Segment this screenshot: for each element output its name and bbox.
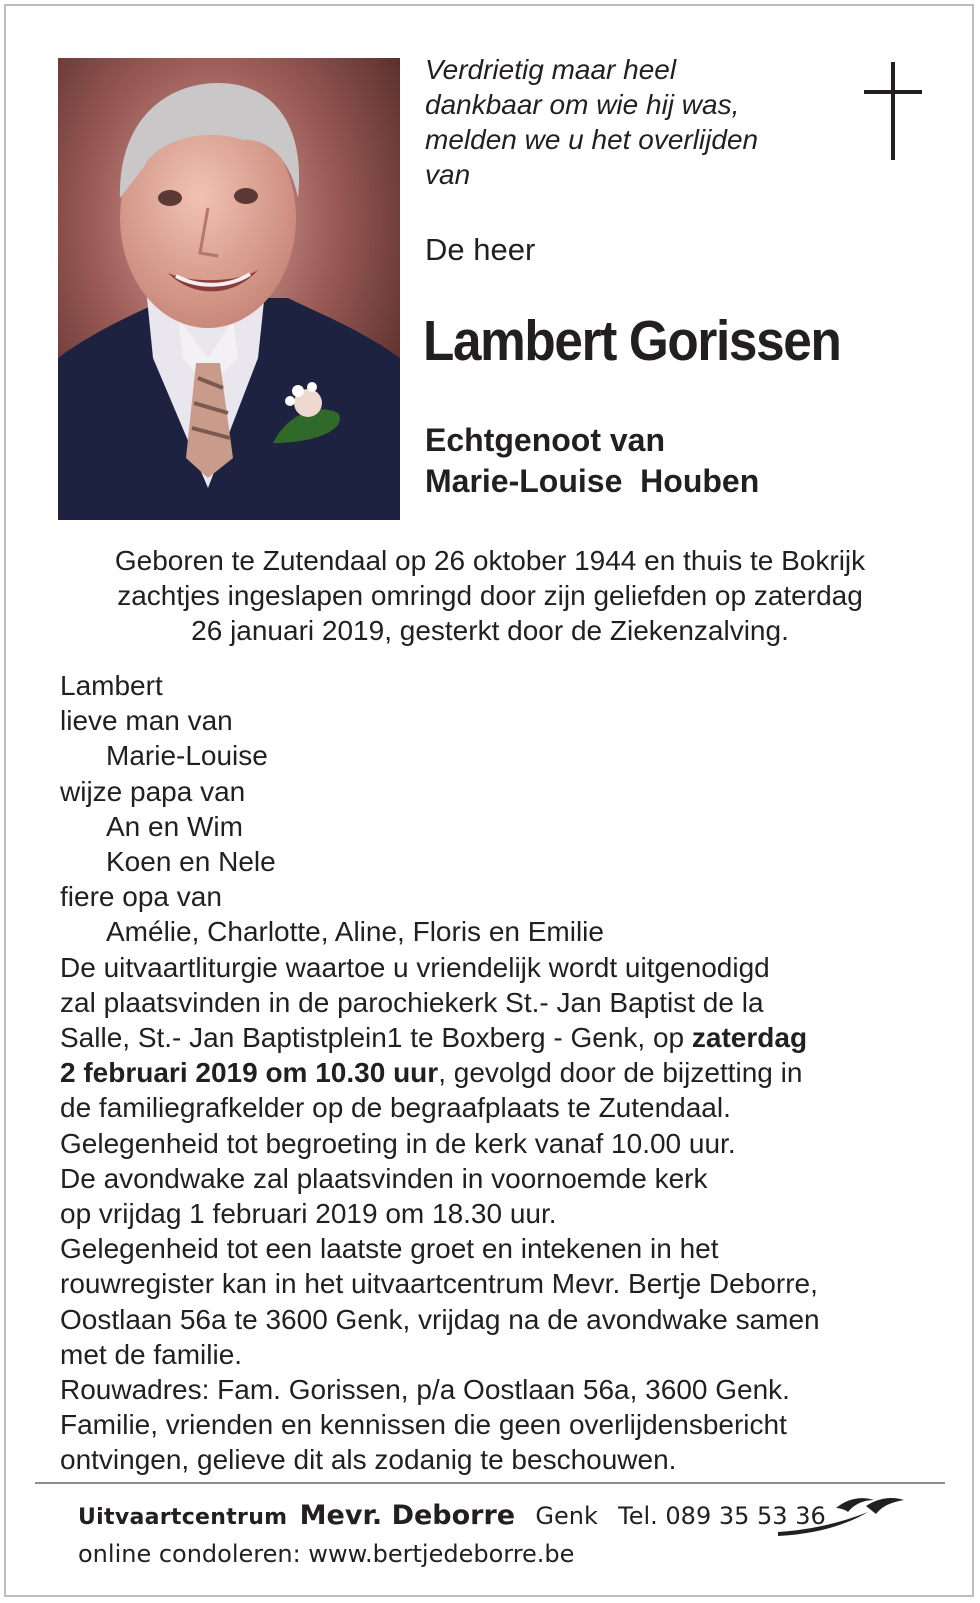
ceremony-line: Familie, vrienden en kennissen die geen overlijdensbericht [60,1409,787,1441]
intro-line: dankbaar om wie hij was, [425,89,740,120]
family-member: An en Wim [106,810,243,842]
ceremony-date-bold: zaterdag [691,1022,808,1054]
ceremony-line: de familiegrafkelder op de begraafplaats te Zutendaal. [60,1092,731,1124]
family-role: lieve man van [60,705,233,737]
ceremony-line: Gelegenheid tot een laatste groet en intekenen in het [60,1233,719,1265]
ceremony-line: Gelegenheid tot begroeting in de kerk vanaf 10.00 uur. [60,1127,736,1159]
birds-logo-icon [778,1490,908,1540]
intro-line: van [425,159,471,190]
funeral-home-label: Uitvaartcentrum [78,1505,288,1530]
portrait-illustration [58,58,400,520]
family-name: Lambert [60,670,163,701]
family-role: fiere opa van [60,881,222,913]
intro-text [425,52,815,192]
deceased-name: Lambert Gorissen [423,309,841,373]
family-member: Koen en Nele [106,846,276,878]
ceremony-line [60,1020,940,1055]
spouse-label: Echtgenoot van [425,422,666,458]
ceremony-line: zal plaatsvinden in de parochiekerk St.- Jan Baptist de la [60,986,764,1018]
ceremony-line: Oostlaan 56a te 3600 Genk, vrijdag na de avondwake samen [60,1303,820,1335]
salutation: De heer [425,232,536,267]
cross-icon [864,62,922,160]
ceremony-date-bold: 2 februari 2019 om 10.30 uur [60,1057,439,1089]
family-member: Marie-Louise [106,740,268,772]
spouse-block [425,420,759,502]
intro-line: Verdrietig maar heel [425,54,677,85]
birth-line: Geboren te Zutendaal op 26 oktober 1944 en thuis te Bokrijk [114,545,866,576]
portrait-photo [58,58,400,520]
funeral-home-phone: Tel. 089 35 53 36 [618,1502,826,1530]
footer-divider [35,1482,945,1484]
family-role: wijze papa van [60,775,246,807]
ceremony-line: De avondwake zal plaatsvinden in voornoemde kerk [60,1162,708,1194]
ceremony-line: rouwregister kan in het uitvaartcentrum Mevr. Bertje Deborre, [60,1268,818,1300]
ceremony-line [60,1055,940,1090]
online-condolence: online condoleren: www.bertjedeborre.be [78,1540,575,1568]
intro-line: melden we u het overlijden [425,124,759,155]
ceremony-line: Rouwadres: Fam. Gorissen, p/a Oostlaan 56a, 3600 Genk. [60,1374,790,1406]
birth-line: 26 januari 2019, gesterkt door de Ziekenzalving. [191,615,789,646]
ceremony-text: , gevolgd door de bijzetting in [438,1057,803,1089]
funeral-home-line [78,1500,826,1531]
ceremony-line: De uitvaartliturgie waartoe u vriendelijk wordt uitgenodigd [60,951,770,983]
funeral-home-name: Mevr. Deborre [299,1500,516,1531]
announcement-body [60,668,940,1478]
birth-line: zachtjes ingeslapen omringd door zijn geliefden op zaterdag [117,580,863,611]
ceremony-line: ontvingen, gelieve dit als zodanig te beschouwen. [60,1444,677,1476]
birth-death-text [40,543,940,648]
funeral-home-city: Genk [535,1502,598,1530]
ceremony-text: Salle, St.- Jan Baptistplein1 te Boxberg - Genk, op [60,1022,692,1054]
ceremony-line: op vrijdag 1 februari 2019 om 18.30 uur. [60,1198,557,1230]
spouse-name: Marie-Louise Houben [425,463,760,499]
ceremony-line: met de familie. [60,1338,243,1370]
family-member: Amélie, Charlotte, Aline, Floris en Emilie [106,916,604,948]
